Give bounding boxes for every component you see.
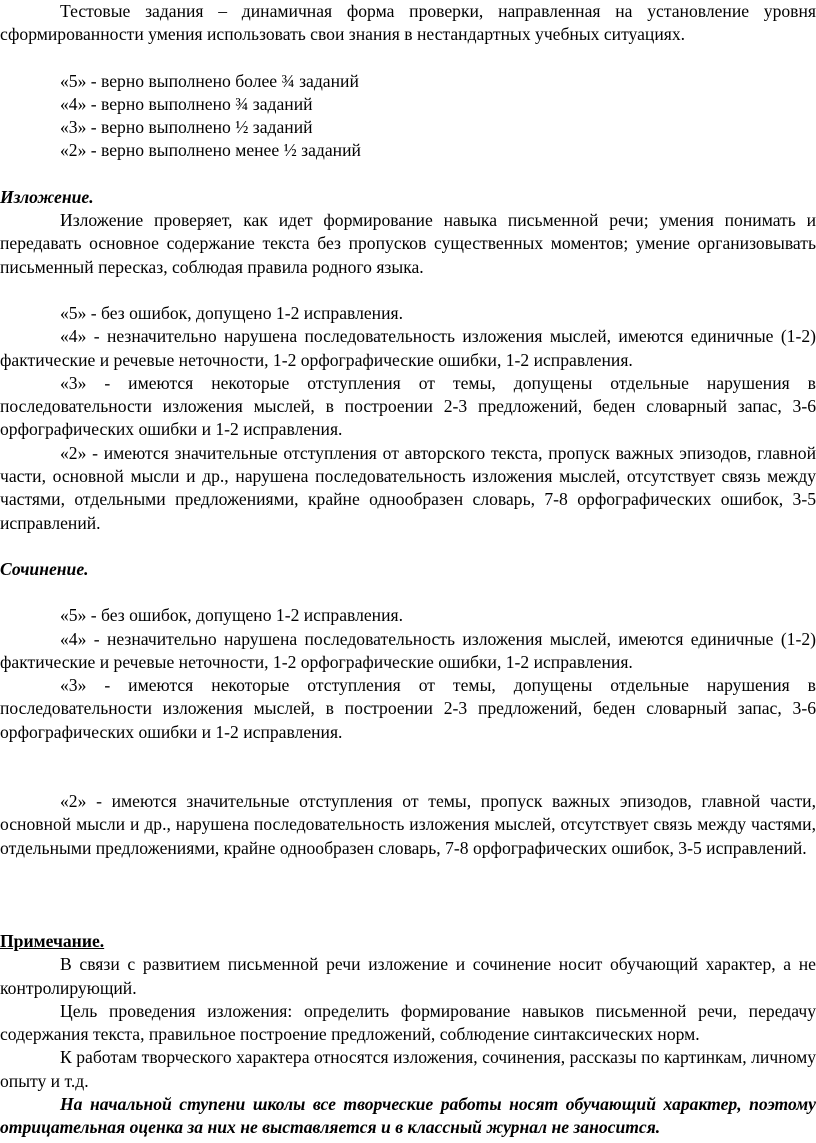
test-grade-3: «3» - верно выполнено ½ заданий xyxy=(60,117,313,138)
note-paragraph-1: В связи с развитием письменной речи изложение и сочинение носит обучающий характер, а не контролирующий. xyxy=(0,954,816,998)
note-paragraph-3: К работам творческого характера относятся изложения, сочинения, рассказы по картинкам, личному опыту и т.д. xyxy=(0,1047,816,1091)
intro-paragraph: Тестовые задания – динамичная форма проверки, направленная на установление уровня сформированности умения использовать свои знания в нестандартных учебных ситуациях. xyxy=(0,1,816,45)
note-paragraph-2: Цель проведения изложения: определить формирование навыков письменной речи, передачу содержания текста, правильное построение предложений, соблюдение синтаксических норм. xyxy=(0,1000,816,1045)
spacer xyxy=(0,163,816,186)
note-heading: Примечание. xyxy=(0,930,105,951)
spacer xyxy=(0,860,816,930)
izlozhenie-description: Изложение проверяет, как идет формирование навыка письменной речи; умения понимать и передавать основное содержание текста без пропусков существенных моментов; умение организовывать письменный пересказ, соблюдая правила родного языка. xyxy=(0,210,816,277)
sochinenie-grade-2: «2» - имеются значительные отступления от темы, пропуск важных эпизодов, главной части, основной мысли и др., нарушена последовательность изложения мыслей, отсутствует связь между частями, отдельными предложениями, крайне однообразен словарь, 7-8 орфографических ошибок, 3-5 исправлений. xyxy=(0,791,816,858)
sochinenie-heading: Сочинение. xyxy=(0,558,89,579)
izlozhenie-grade-5: «5» - без ошибок, допущено 1-2 исправления. xyxy=(60,302,404,323)
spacer xyxy=(0,535,816,558)
sochinenie-grade-4: «4» - незначительно нарушена последовательность изложения мыслей, имеются единичные (1-2) фактические и речевые неточности, 1-2 орфографические ошибки, 1-2 исправления. xyxy=(0,628,816,672)
spacer xyxy=(0,47,816,70)
test-grade-2: «2» - верно выполнено менее ½ заданий xyxy=(60,140,361,161)
test-grade-4: «4» - верно выполнено ¾ заданий xyxy=(60,93,313,114)
izlozhenie-grade-2: «2» - имеются значительные отступления от авторского текста, пропуск важных эпизодов, главной части, основной мысли и др., нарушена последовательность изложения мыслей, отсутствует связь между частями, отдельными предложениями, крайне однообразен словарь, 7-8 орфографических ошибок, 3-5 исправлений. xyxy=(0,442,816,533)
sochinenie-grade-3: «3» - имеются некоторые отступления от темы, допущены отдельные нарушения в последовательности изложения мыслей, в построении 2-3 предложений, беден словарный запас, 3-6 орфографических ошибки и 1-2 исправления. xyxy=(0,675,816,742)
note-emphasis: На начальной ступени школы все творческие работы носят обучающий характер, поэтому отрицательная оценка за них не выставляется и в классный журнал не заносится. xyxy=(0,1093,816,1138)
izlozhenie-grade-3: «3» - имеются некоторые отступления от темы, допущены отдельные нарушения в последовательности изложения мыслей, в построении 2-3 предложений, беден словарный запас, 3-6 орфографических ошибки и 1-2 исправления. xyxy=(0,372,816,440)
sochinenie-grade-5: «5» - без ошибок, допущено 1-2 исправления. xyxy=(60,605,404,626)
spacer xyxy=(0,581,816,604)
izlozhenie-grade-4: «4» - незначительно нарушена последовательность изложения мыслей, имеются единичные (1-2) фактические и речевые неточности, 1-2 орфографические ошибки, 1-2 исправления. xyxy=(0,326,816,370)
spacer xyxy=(0,744,816,790)
izlozhenie-heading: Изложение. xyxy=(0,186,94,207)
test-grade-5: «5» - верно выполнено более ¾ заданий xyxy=(60,70,359,91)
spacer xyxy=(0,279,816,302)
